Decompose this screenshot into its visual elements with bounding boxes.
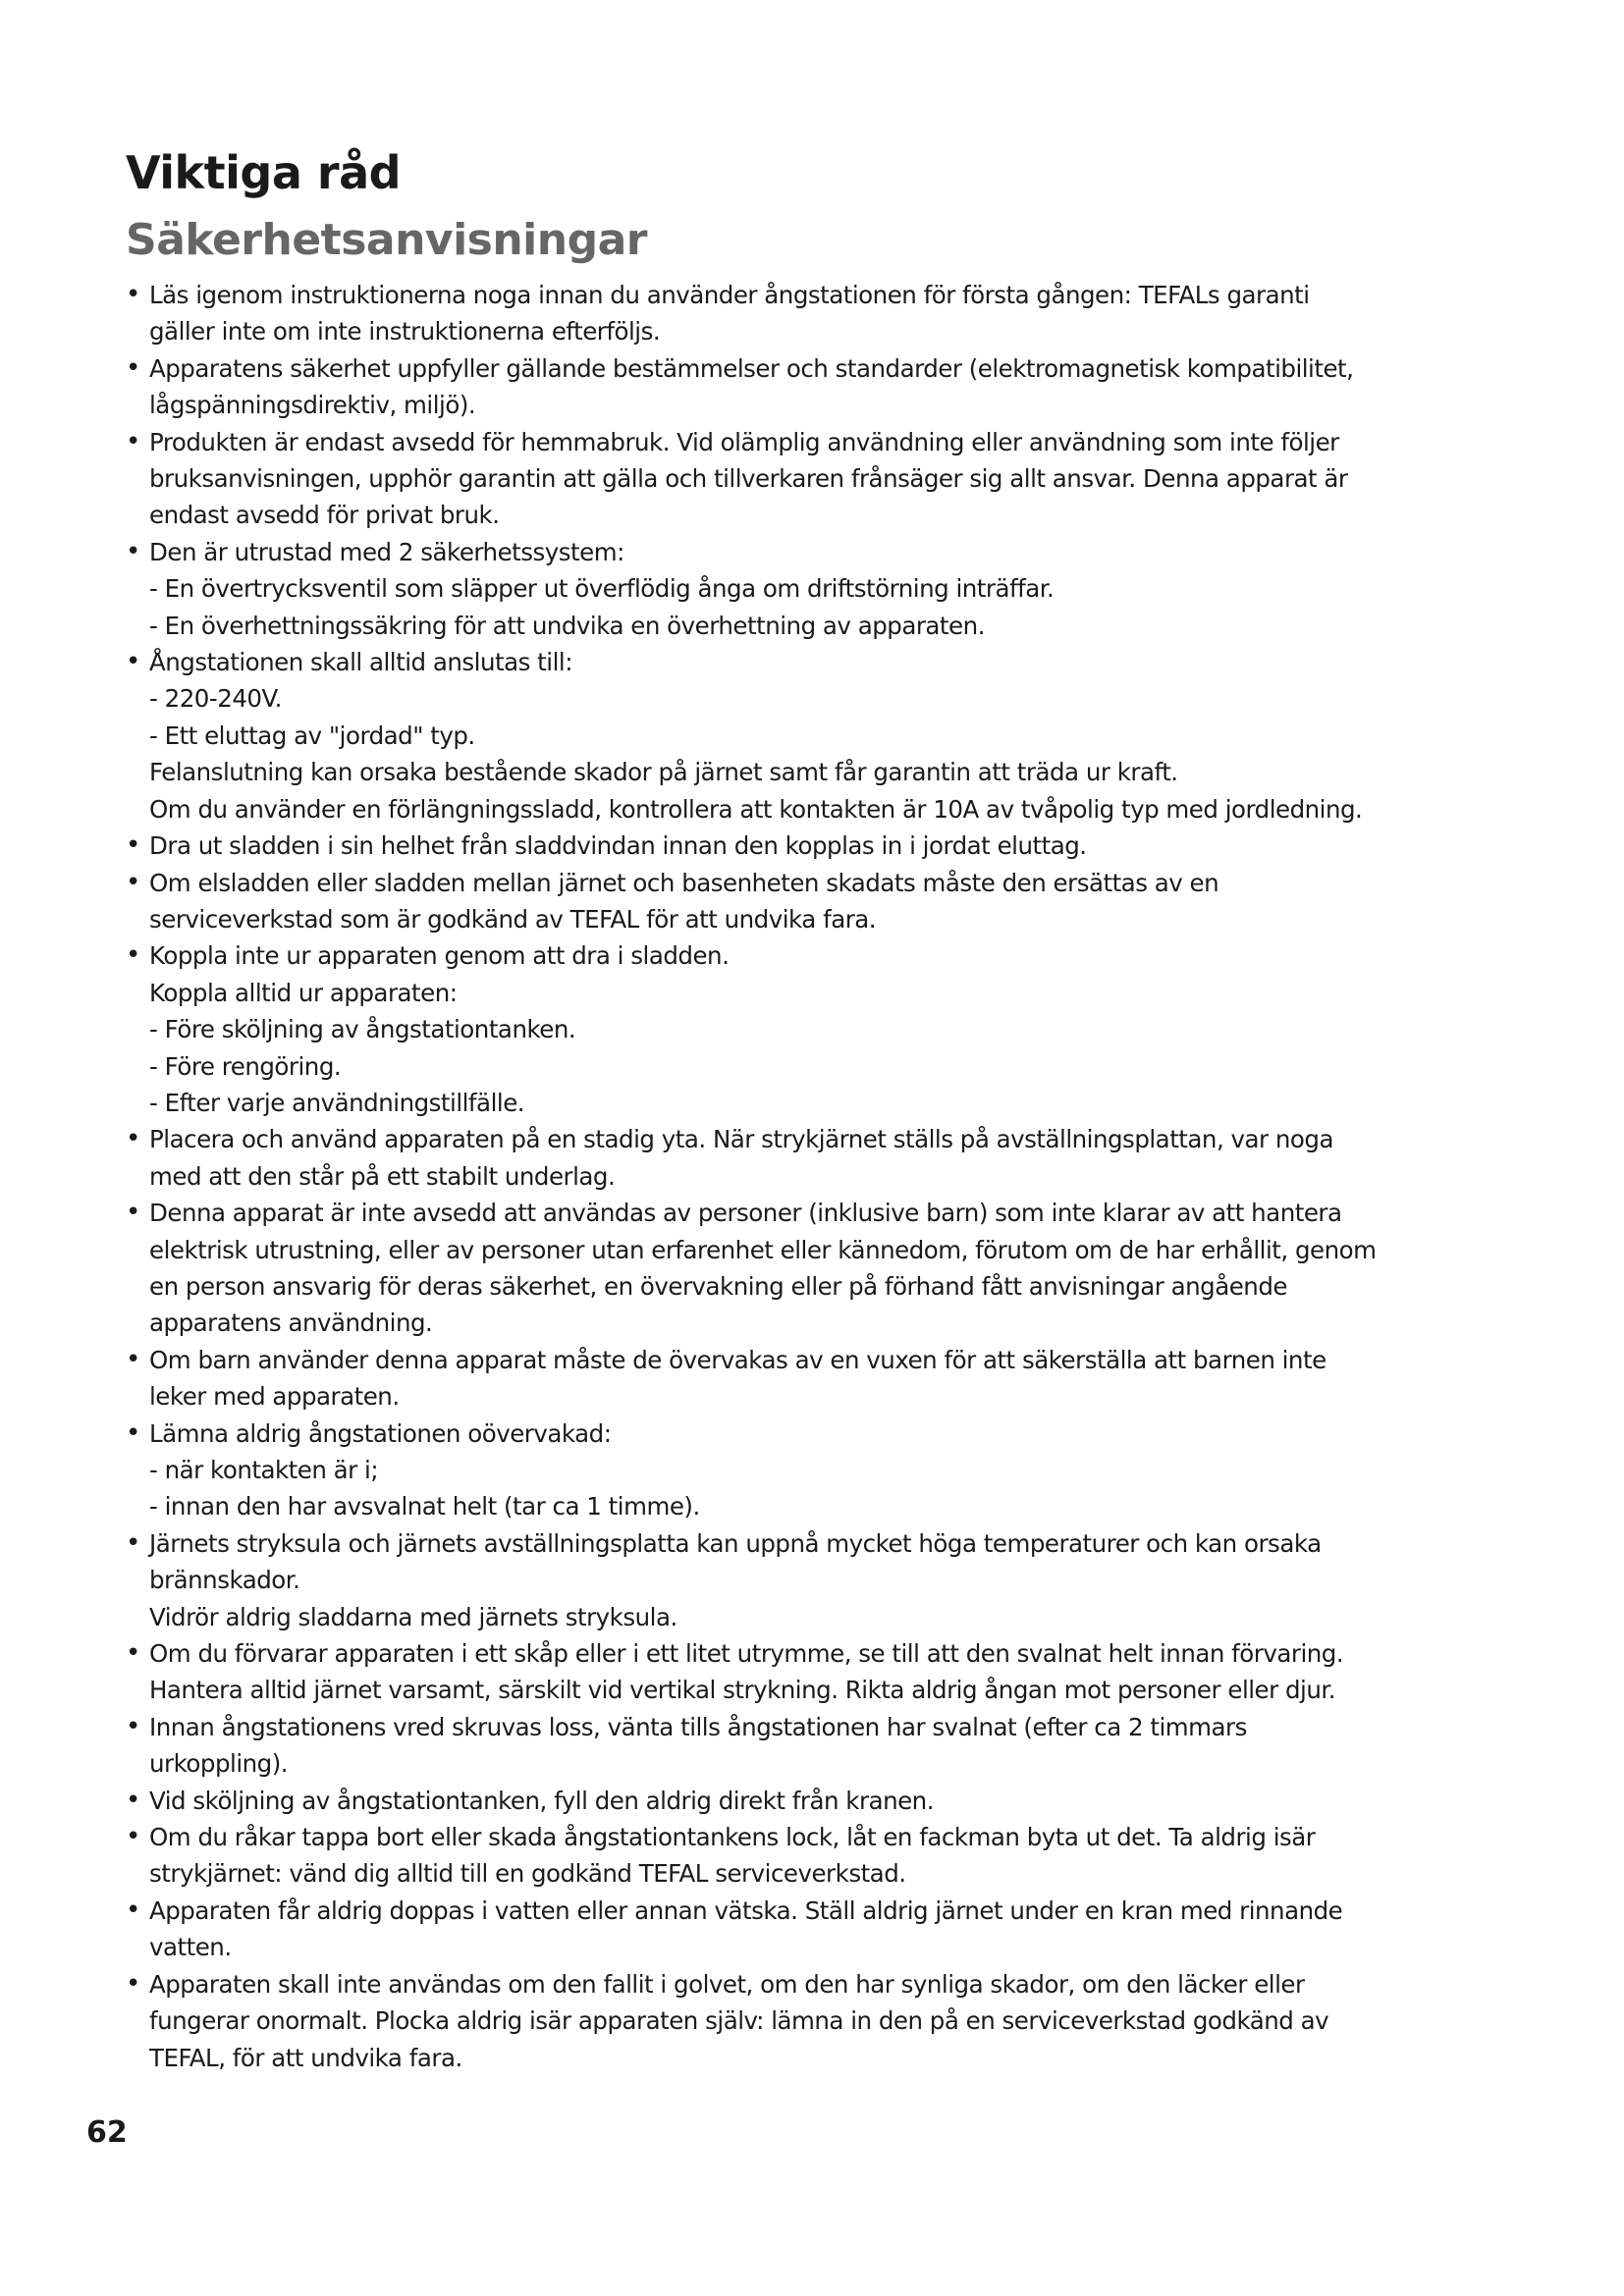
- list-item-line: - innan den har avsvalnat helt (tar ca 1 timme).: [149, 1492, 700, 1522]
- list-item-line: • Denna apparat är inte avsedd att användas av personer (inklusive barn) som inte klarar av att hantera: [149, 1199, 1342, 1228]
- list-item-line: Felanslutning kan orsaka bestående skador på järnet samt får garantin att träda ur kraft.: [149, 758, 1178, 787]
- list-item-line: urkoppling).: [149, 1749, 289, 1779]
- list-item-line: • Apparatens säkerhet uppfyller gällande bestämmelser och standarder (elektromagnetisk kompatibilitet,: [149, 353, 1354, 383]
- list-item-line: gäller inte om inte instruktionerna efterföljs.: [149, 317, 661, 347]
- list-item-line: • Apparaten skall inte användas om den fallit i golvet, om den har synliga skador, om den läcker eller: [149, 1969, 1305, 1999]
- list-item-line: - Efter varje användningstillfälle.: [149, 1088, 525, 1117]
- list-item-line: • Apparaten får aldrig doppas i vatten eller annan vätska. Ställ aldrig järnet under en kran med rinnande: [149, 1896, 1343, 1925]
- list-item: [126, 1635, 1500, 1709]
- list-item-line: • Om du råkar tappa bort eller skada ångstationtankens lock, låt en fackman byta ut det. Ta aldrig isär: [149, 1823, 1316, 1852]
- list-item: [126, 644, 1500, 828]
- list-item: [126, 937, 1500, 1121]
- list-item-line: - Ett eluttag av "jordad" typ.: [149, 721, 475, 750]
- list-item-line: • Placera och använd apparaten på en stadig yta. När strykjärnet ställs på avställningsplattan, var noga: [149, 1125, 1333, 1154]
- list-item: [126, 350, 1500, 424]
- list-item-line: fungerar onormalt. Plocka aldrig isär apparaten själv: lämna in den på en serviceverkstad godkänd av: [149, 2006, 1329, 2036]
- list-item: [126, 1525, 1500, 1635]
- list-item: [126, 1709, 1500, 1783]
- list-item-line: • Järnets stryksula och järnets avställningsplatta kan uppnå mycket höga temperaturer och kan orsaka: [149, 1528, 1322, 1558]
- list-item-line: vatten.: [149, 1933, 232, 1962]
- page-title: Viktiga råd: [126, 146, 402, 199]
- list-item: [126, 1893, 1500, 1966]
- list-item-line: - Före rengöring.: [149, 1051, 342, 1081]
- list-item-line: Vidrör aldrig sladdarna med järnets stryksula.: [149, 1602, 677, 1631]
- list-item-line: endast avsedd för privat bruk.: [149, 501, 500, 530]
- list-item: [126, 865, 1500, 938]
- list-item-line: • Den är utrustad med 2 säkerhetssystem:: [149, 537, 624, 566]
- page-number: 62: [86, 2115, 128, 2150]
- list-item: [126, 534, 1500, 644]
- list-item-line: serviceverkstad som är godkänd av TEFAL för att undvika fara.: [149, 904, 877, 934]
- list-item: [126, 828, 1500, 864]
- list-item: [126, 1342, 1500, 1415]
- list-item-line: med att den står på ett stabilt underlag.: [149, 1161, 616, 1191]
- list-item-line: Koppla alltid ur apparaten:: [149, 978, 458, 1007]
- list-item-line: • Läs igenom instruktionerna noga innan du använder ångstationen för första gången: TEFALs garanti: [149, 281, 1310, 309]
- list-item-line: • Produkten är endast avsedd för hemmabruk. Vid olämplig användning eller användning som inte följer: [149, 427, 1339, 456]
- list-item-line: • Om barn använder denna apparat måste de övervakas av en vuxen för att säkerställa att barnen inte: [149, 1345, 1326, 1374]
- list-item-line: • Ångstationen skall alltid anslutas till:: [149, 648, 572, 677]
- list-item: [126, 1819, 1500, 1893]
- list-item: [126, 277, 1500, 350]
- list-item-line: lågspänningsdirektiv, miljö).: [149, 391, 476, 420]
- list-item-line: • Om elsladden eller sladden mellan järnet och basenheten skadats måste den ersättas av en: [149, 868, 1219, 897]
- list-item-line: - En övertrycksventil som släpper ut överflödig ånga om driftstörning inträffar.: [149, 574, 1055, 604]
- list-item: [126, 424, 1500, 534]
- list-item-line: Hantera alltid järnet varsamt, särskilt vid vertikal strykning. Rikta aldrig ångan mot personer eller djur.: [149, 1676, 1335, 1705]
- list-item: [126, 1415, 1500, 1525]
- list-item-line: • Lämna aldrig ångstationen oövervakad:: [149, 1418, 612, 1448]
- section-title: Säkerhetsanvisningar: [126, 215, 647, 265]
- list-item-line: apparatens användning.: [149, 1308, 433, 1338]
- list-item-line: • Innan ångstationens vred skruvas loss, vänta tills ångstationen har svalnat (efter ca 2 timmars: [149, 1712, 1247, 1741]
- list-item-line: - när kontakten är i;: [149, 1456, 379, 1484]
- safety-instructions: [126, 277, 1500, 2076]
- list-item-line: Om du använder en förlängningssladd, kontrollera att kontakten är 10A av tvåpolig typ med jordledning.: [149, 794, 1363, 824]
- list-item-line: - En överhettningssäkring för att undvika en överhettning av apparaten.: [149, 611, 985, 640]
- list-item-line: • Vid sköljning av ångstationtanken, fyll den aldrig direkt från kranen.: [149, 1786, 934, 1815]
- list-item: [126, 1783, 1500, 1819]
- list-item-line: en person ansvarig för deras säkerhet, en övervakning eller på förhand fått anvisningar angående: [149, 1271, 1287, 1301]
- list-item-line: elektrisk utrustning, eller av personer utan erfarenhet eller kännedom, förutom om de har erhållit, genom: [149, 1235, 1377, 1264]
- list-item-line: bruksanvisningen, upphör garantin att gälla och tillverkaren frånsäger sig allt ansvar. Denna apparat är: [149, 464, 1348, 494]
- list-item-line: • Dra ut sladden i sin helhet från sladdvindan innan den kopplas in i jordat eluttag.: [149, 831, 1087, 861]
- list-item: [126, 1195, 1500, 1342]
- list-item-line: leker med apparaten.: [149, 1382, 400, 1412]
- list-item-line: - Före sköljning av ångstationtanken.: [149, 1015, 576, 1044]
- list-item-line: • Koppla inte ur apparaten genom att dra i sladden.: [149, 941, 730, 971]
- list-item-line: • Om du förvarar apparaten i ett skåp eller i ett litet utrymme, se till att den svalnat helt innan förvaring.: [149, 1639, 1344, 1669]
- list-item-line: strykjärnet: vänd dig alltid till en godkänd TEFAL serviceverkstad.: [149, 1859, 906, 1889]
- list-item-line: brännskador.: [149, 1566, 300, 1595]
- list-item: [126, 1121, 1500, 1195]
- list-item: [126, 1966, 1500, 2076]
- list-item-line: TEFAL, för att undvika fara.: [149, 2043, 462, 2072]
- bullet-list: [126, 277, 1500, 2076]
- list-item-line: - 220-240V.: [149, 684, 282, 714]
